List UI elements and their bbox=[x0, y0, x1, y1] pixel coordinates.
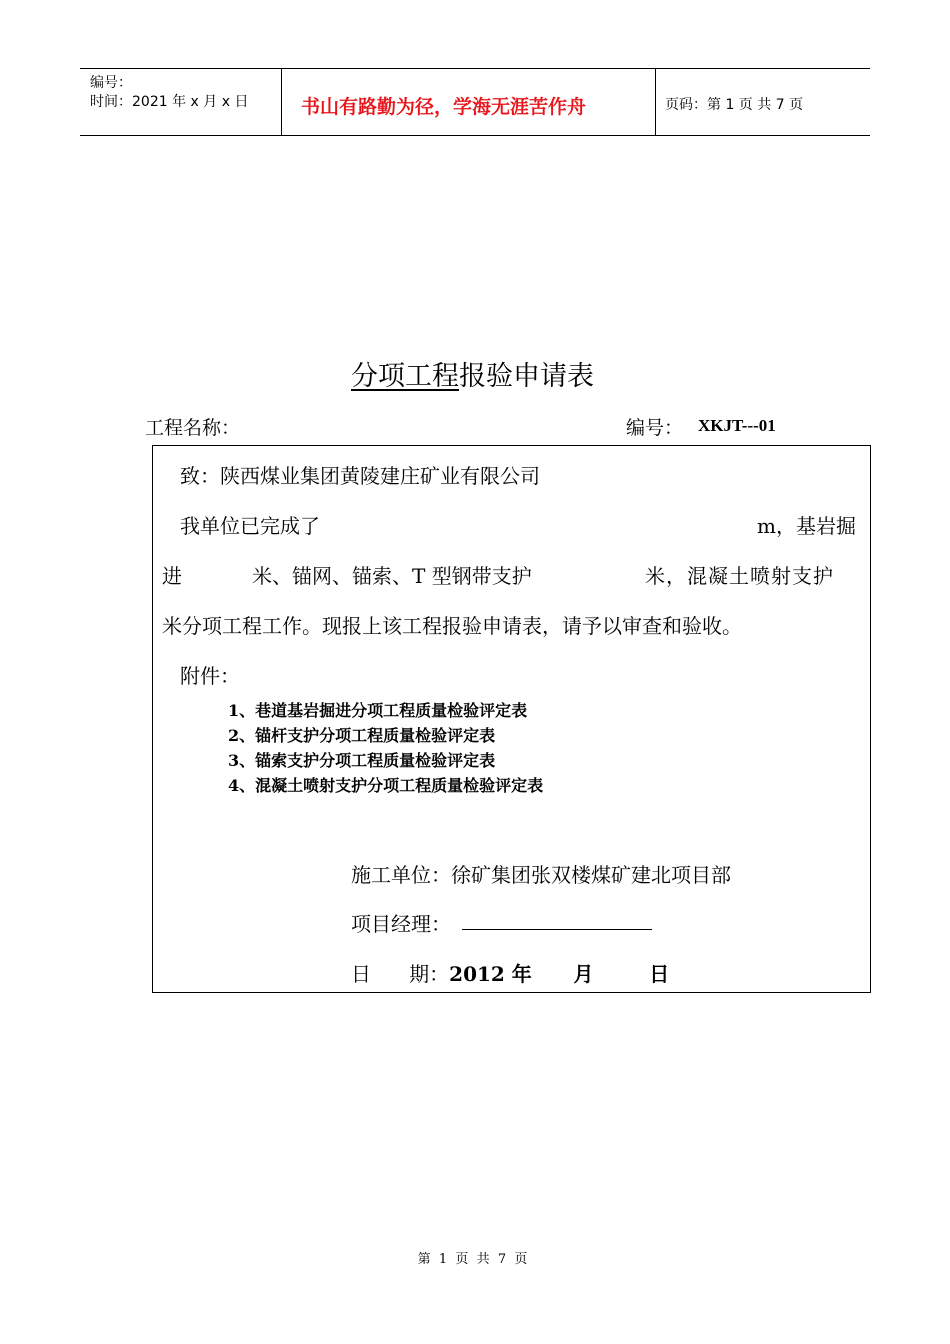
time-label: 时间：2021 年 x 月 x 日 bbox=[90, 94, 249, 110]
construction-unit: 施工单位：徐矿集团张双楼煤矿建北项目部 bbox=[351, 863, 731, 887]
line3: 米分项工程工作。现报上该工程报验申请表，请予以审查和验收。 bbox=[162, 614, 742, 638]
date-row bbox=[351, 958, 669, 987]
header-bottom-rule bbox=[80, 135, 870, 136]
attachment-item-3: 3、锚索支护分项工程质量检验评定表 bbox=[228, 751, 496, 770]
number-value: XKJT---01 bbox=[698, 416, 776, 435]
page-footer: 第 1 页 共 7 页 bbox=[417, 1252, 528, 1267]
header-divider-left bbox=[281, 68, 282, 135]
line1-start: 我单位已完成了 bbox=[180, 514, 320, 538]
title-rest: 报验申请表 bbox=[459, 361, 594, 392]
attachment-item-1: 1、巷道基岩掘进分项工程质量检验评定表 bbox=[228, 701, 528, 720]
line2-end: 米，混凝土喷射支护 bbox=[645, 564, 834, 588]
line2-middle: 米、锚网、锚索、T 型钢带支护 bbox=[252, 564, 532, 588]
title-underlined: 分项工程 bbox=[351, 361, 459, 392]
header-divider-right bbox=[655, 68, 656, 135]
line1-end: m，基岩掘 bbox=[757, 514, 856, 538]
attachments-label: 附件： bbox=[180, 664, 240, 688]
date-value: 2012 年 月 日 bbox=[449, 962, 670, 986]
header-top-rule bbox=[80, 68, 870, 69]
date-label: 日 期： bbox=[351, 962, 450, 986]
page-label: 页码：第 1 页 共 7 页 bbox=[665, 97, 804, 113]
attachment-item-2: 2、锚杆支护分项工程质量检验评定表 bbox=[228, 726, 496, 745]
attachment-item-4: 4、混凝土喷射支护分项工程质量检验评定表 bbox=[228, 776, 544, 795]
addressee: 致：陕西煤业集团黄陵建庄矿业有限公司 bbox=[180, 464, 540, 488]
project-name-label: 工程名称： bbox=[145, 417, 241, 439]
page-title bbox=[0, 354, 945, 393]
project-manager-label: 项目经理： bbox=[351, 912, 451, 936]
line2-start: 进 bbox=[162, 564, 182, 588]
motto: 书山有路勤为径，学海无涯苦作舟 bbox=[301, 96, 587, 118]
number-label: 编号： bbox=[626, 417, 684, 439]
serial-label: 编号： bbox=[90, 75, 132, 91]
project-manager-signature-line bbox=[462, 929, 652, 930]
